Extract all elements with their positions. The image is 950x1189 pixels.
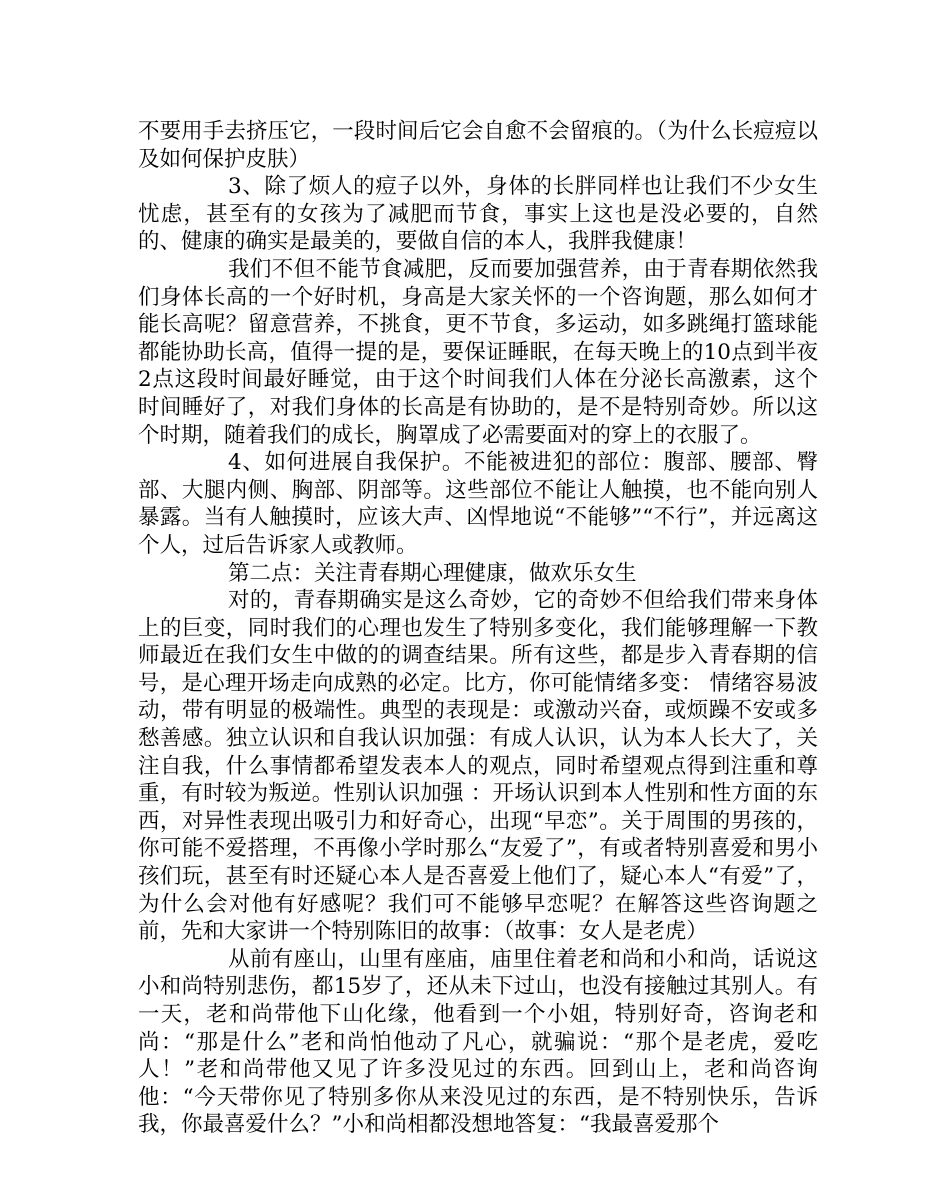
paragraph: 3、除了烦人的痘子以外，身体的长胖同样也让我们不少女生忧虑，甚至有的女孩为了减肥而节食，事实上这也是没必要的，自然的、健康的确实是最美的，要做自信的本人，我胖我健康！ xyxy=(138,174,818,255)
document-page xyxy=(138,118,818,1139)
paragraph: 对的，青春期确实是这么奇妙，它的奇妙不但给我们带来身体上的巨变，同时我们的心理也发生了特别多变化，我们能够理解一下教师最近在我们女生中做的的调查结果。所有这些，都是步入青春期的信号，是心理开场走向成熟的必定。比方，你可能情绪多变： 情绪容易波动，带有明显的极端性。典型的表现是：或激动兴奋，或烦躁不安或多愁善感。独立认识和自我认识加强：有成人认识，认为本人长大了，关注自我，什么事情都希望发表本人的观点，同时希望观点得到注重和尊重，有时较为叛逆。性别认识加强 ：开场认识到本人性别和性方面的东西，对异性表现出吸引力和好奇心，出现“早恋”。关于周围的男孩的，你可能不爱搭理，不再像小学时那么“友爱了”，有或者特别喜爱和男小孩们玩，甚至有时还疑心本人是否喜爱上他们了，疑心本人“有爱”了，为什么会对他有好感呢？我们可不能够早恋呢？在解答这些咨询题之前，先和大家讲一个特别陈旧的故事：（故事：女人是老虎） xyxy=(138,588,818,945)
paragraph: 我们不但不能节食减肥，反而要加强营养，由于青春期依然我们身体长高的一个好时机，身高是大家关怀的一个咨询题，那么如何才能长高呢？留意营养，不挑食，更不节食，多运动，如多跳绳打篮球能都能协助长高，值得一提的是，要保证睡眠，在每天晚上的10点到半夜2点这段时间最好睡觉，由于这个时间我们人体在分泌长高激素，这个时间睡好了，对我们身体的长高是有协助的，是不是特别奇妙。所以这个时期，随着我们的成长，胸罩成了必需要面对的穿上的衣服了。 xyxy=(138,256,818,448)
paragraph: 从前有座山，山里有座庙，庙里住着老和尚和小和尚，话说这小和尚特别悲伤，都15岁了，还从未下过山，也没有接触过其别人。有一天，老和尚带他下山化缘，他看到一个小姐，特别好奇，咨询老和尚：“那是什么”老和尚怕他动了凡心，就骗说：“那个是老虎，爱吃人！”老和尚带他又见了许多没见过的东西。回到山上，老和尚咨询他：“今天带你见了特别多你从来没见过的东西，是不特别快乐，告诉我，你最喜爱什么？”小和尚相都没想地答复：“我最喜爱那个 xyxy=(138,946,818,1138)
section-heading: 第二点：关注青春期心理健康，做欢乐女生 xyxy=(228,560,637,586)
paragraph: 不要用手去挤压它，一段时间后它会自愈不会留痕的。（为什么长痘痘以及如何保护皮肤） xyxy=(138,119,818,172)
paragraph: 4、如何进展自我保护。不能被进犯的部位：腹部、腰部、臀部、大腿内侧、胸部、阴部等。这些部位不能让人触摸，也不能向别人暴露。当有人触摸时，应该大声、凶悍地说“不能够”“不行”，并远离这个人，过后告诉家人或教师。 xyxy=(138,450,818,558)
